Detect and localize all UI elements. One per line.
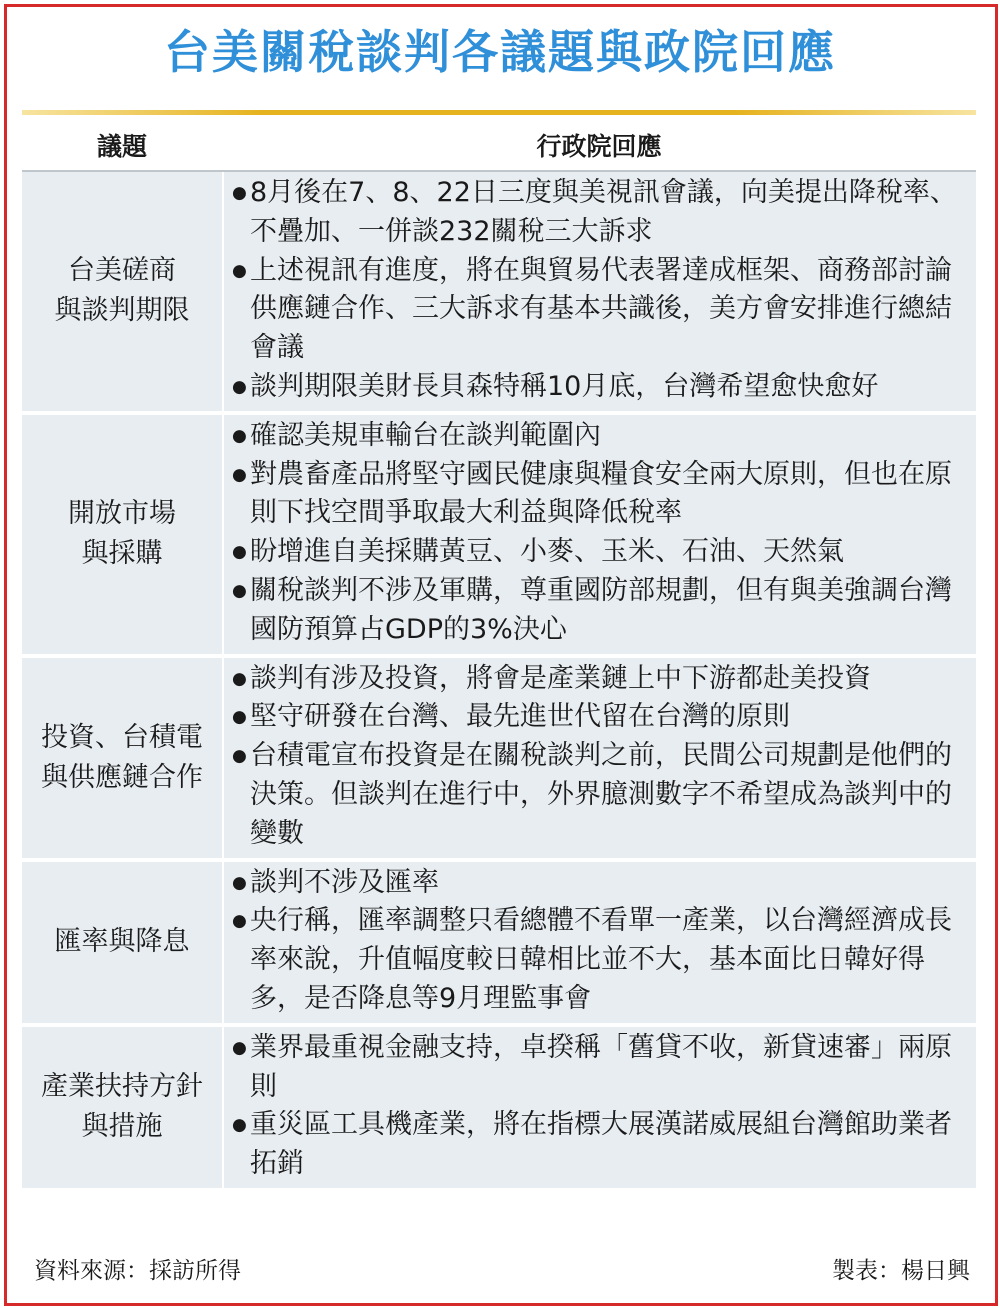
topic-line: 投資、台積電 <box>41 721 203 753</box>
response-point: ● 盼增進自美採購黃豆、小麥、玉米、石油、天然氣 <box>232 533 966 572</box>
topic-cell <box>22 658 224 858</box>
source-note: 資料來源：採訪所得 <box>34 1258 241 1284</box>
response-cell <box>224 172 966 411</box>
table-body <box>22 172 976 1188</box>
response-point: ● 談判期限美財長貝森特稱10月底，台灣希望愈快愈好 <box>232 368 966 407</box>
table-row <box>22 172 976 411</box>
table-row <box>22 862 976 1023</box>
topic-line: 與談判期限 <box>54 295 190 327</box>
topic-cell <box>22 1027 224 1188</box>
response-point: ● 重災區工具機產業，將在指標大展漢諾威展組台灣館助業者拓銷 <box>232 1106 966 1184</box>
credit-note: 製表：楊日興 <box>832 1258 970 1284</box>
table-header <box>22 120 976 172</box>
topic-cell <box>22 415 224 654</box>
title-underline <box>22 110 976 115</box>
response-point: ● 確認美規車輸台在談判範圍內 <box>232 417 966 456</box>
response-point: ● 對農畜產品將堅守國民健康與糧食安全兩大原則，但也在原則下找空間爭取最大利益與降低稅率 <box>232 456 966 534</box>
response-cell <box>224 862 966 1023</box>
footer <box>34 1252 970 1285</box>
topic-line: 與供應鏈合作 <box>41 761 203 793</box>
topic-cell <box>22 172 224 411</box>
response-cell <box>224 658 966 858</box>
table-row <box>22 1027 976 1188</box>
topic-line: 產業扶持方針 <box>41 1071 203 1103</box>
response-point: ● 談判有涉及投資，將會是產業鏈上中下游都赴美投資 <box>232 660 966 699</box>
table-row <box>22 415 976 654</box>
topic-line: 與措施 <box>81 1111 163 1143</box>
header-topic: 議題 <box>96 132 147 161</box>
table-row <box>22 658 976 858</box>
response-cell <box>224 1027 966 1188</box>
response-point: ● 央行稱，匯率調整只看總體不看單一產業，以台灣經濟成長率來說，升值幅度較日韓相比並不大，基本面比日韓好得多，是否降息等9月理監事會 <box>232 902 966 1018</box>
response-point: ● 堅守研發在台灣、最先進世代留在台灣的原則 <box>232 698 966 737</box>
topic-line: 開放市場 <box>68 498 176 530</box>
response-point: ● 業界最重視金融支持，卓揆稱「舊貸不收，新貸速審」兩原則 <box>232 1029 966 1107</box>
response-point: ● 談判不涉及匯率 <box>232 864 966 903</box>
header-response: 行政院回應 <box>536 132 662 161</box>
response-point: ● 關稅談判不涉及軍購，尊重國防部規劃，但有與美強調台灣國防預算占GDP的3%決心 <box>232 572 966 650</box>
response-point: ● 8月後在7、8、22日三度與美視訊會議，向美提出降稅率、不疊加、一併談232關稅三大訴求 <box>232 174 966 252</box>
issues-table <box>22 120 976 1188</box>
topic-line: 台美磋商 <box>68 255 176 287</box>
response-cell <box>224 415 966 654</box>
topic-line: 匯率與降息 <box>54 926 190 958</box>
topic-line: 與採購 <box>81 538 163 570</box>
page-title: 台美關稅談判各議題與政院回應 <box>164 25 836 79</box>
response-point: ● 上述視訊有進度，將在與貿易代表署達成框架、商務部討論供應鏈合作、三大訴求有基本共識後，美方會安排進行總結會議 <box>232 252 966 368</box>
response-point: ● 台積電宣布投資是在關稅談判之前，民間公司規劃是他們的決策。但談判在進行中，外界臆測數字不希望成為談判中的變數 <box>232 737 966 853</box>
topic-cell <box>22 862 224 1023</box>
